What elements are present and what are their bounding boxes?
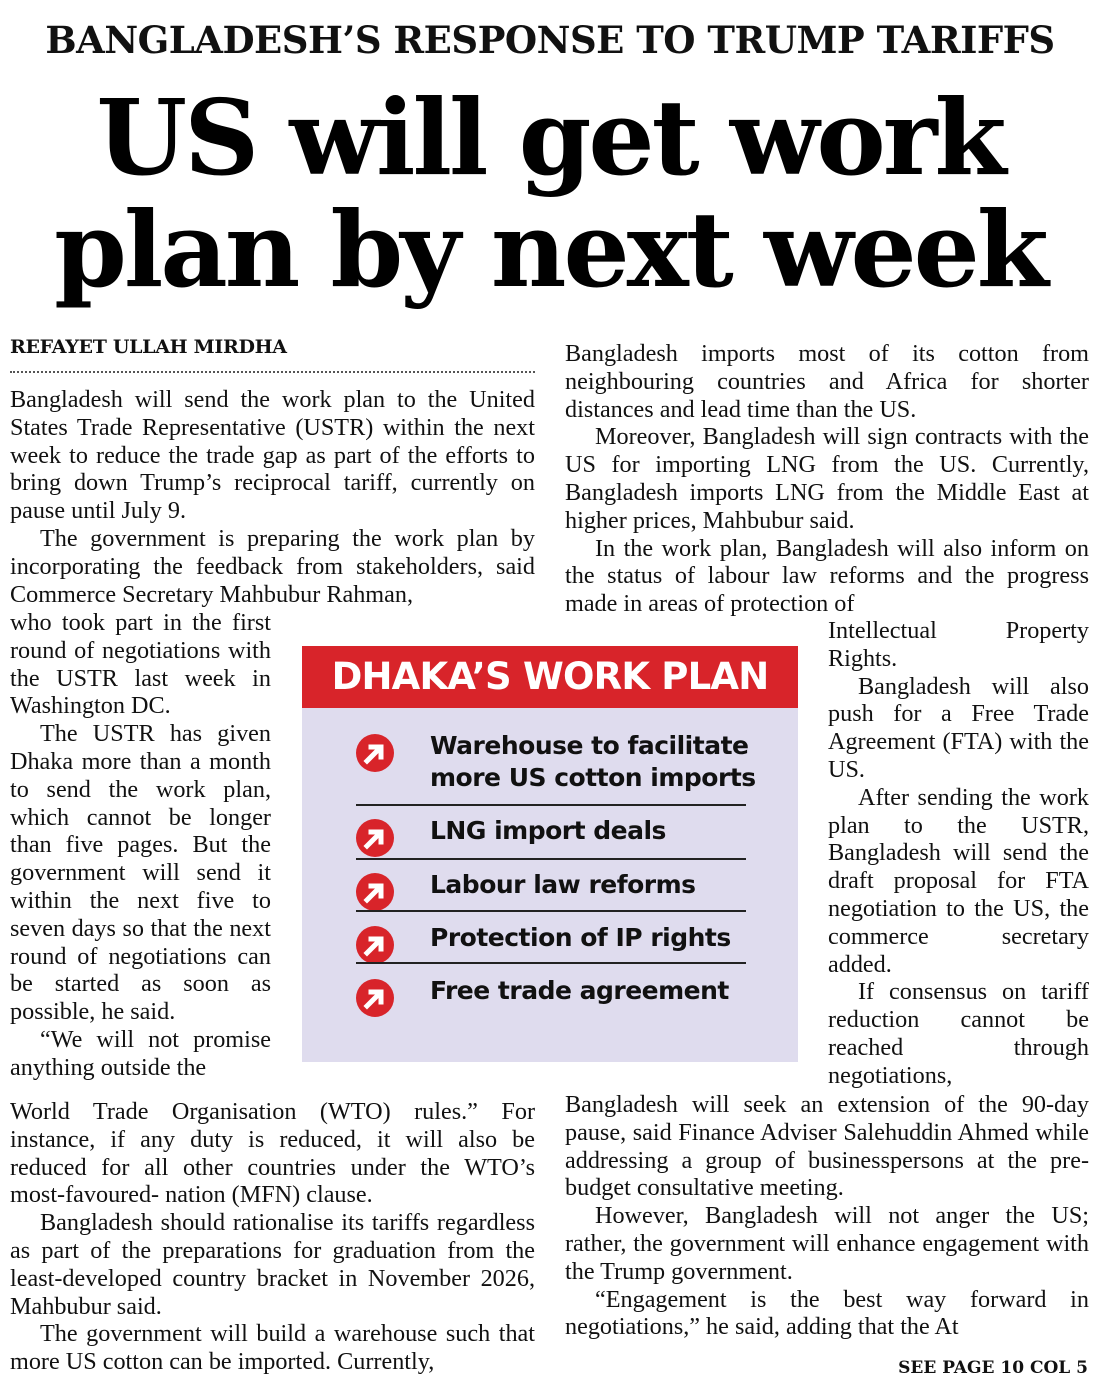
work-plan-divider	[356, 858, 746, 860]
left-column-bottom	[10, 1098, 535, 1376]
arrow-up-right-circle-icon	[356, 926, 394, 964]
article-paragraph: Bangladesh imports most of its cotton from neighbouring countries and Africa for shorter distances and lead time than the US.	[565, 340, 1089, 423]
continuation-note: SEE PAGE 10 COL 5	[898, 1358, 1088, 1378]
arrow-up-right-circle-icon	[356, 979, 394, 1017]
right-column-top	[565, 340, 1089, 618]
headline-line-1: US will get work	[96, 76, 1004, 199]
work-plan-item-text: Labour law reforms	[430, 870, 696, 899]
work-plan-item-text: Free trade agreement	[430, 976, 729, 1005]
arrow-up-right-circle-icon	[356, 873, 394, 911]
byline-divider	[10, 371, 535, 373]
article-paragraph: “We will not promise anything outside the	[10, 1025, 271, 1081]
work-plan-item-text: LNG import deals	[430, 816, 666, 845]
article-paragraph: who took part in the first round of negotiations with the USTR last week in Washington DC.	[10, 609, 271, 720]
work-plan-divider	[356, 962, 746, 964]
article-paragraph: If consensus on tariff reduction cannot be reached through negotiations,	[828, 978, 1089, 1089]
headline-line-2: plan by next week	[54, 188, 1046, 311]
article-paragraph: “Engagement is the best way forward in negotiations,” he said, adding that the At	[565, 1285, 1089, 1341]
work-plan-divider	[356, 910, 746, 912]
article-paragraph: Intellectual Property Rights.	[828, 617, 1089, 672]
article-paragraph: The government is preparing the work plan by incorporating the feedback from stakeholders, said Commerce Secretary Mahbubur Rahman,	[10, 524, 535, 608]
work-plan-item-text: Warehouse to facilitate more US cotton imports	[430, 731, 756, 792]
article-paragraph: In the work plan, Bangladesh will also inform on the status of labour law reforms and the progress made in areas of protection of	[565, 534, 1089, 618]
work-plan-divider	[356, 804, 746, 806]
article-paragraph: Bangladesh should rationalise its tariffs regardless as part of the preparations for graduation from the least-developed country bracket in November 2026, Mahbubur said.	[10, 1209, 535, 1320]
left-column-narrow	[10, 609, 271, 1082]
article-paragraph: Moreover, Bangladesh will sign contracts with the US for importing LNG from the US. Currently, Bangladesh imports LNG from the Middle East at higher prices, Mahbubur said.	[565, 423, 1089, 534]
byline: REFAYET ULLAH MIRDHA	[10, 336, 287, 358]
work-plan-item-text: Protection of IP rights	[430, 923, 731, 952]
right-column-bottom	[565, 1091, 1089, 1341]
arrow-up-right-circle-icon	[356, 734, 394, 772]
article-paragraph: However, Bangladesh will not anger the US; rather, the government will enhance engagement with the Trump government.	[565, 1202, 1089, 1285]
article-paragraph: Bangladesh will seek an extension of the 90-day pause, said Finance Adviser Salehuddin Ahmed while addressing a group of businesspersons at the pre-budget consultative meeting.	[565, 1091, 1089, 1202]
arrow-up-right-circle-icon	[356, 819, 394, 857]
article-paragraph: The government will build a warehouse such that more US cotton can be imported. Currently,	[10, 1320, 535, 1376]
article-paragraph: After sending the work plan to the USTR, Bangladesh will send the draft proposal for FTA negotiation to the US, the commerce secretary added.	[828, 783, 1089, 978]
work-plan-title: DHAKA’S WORK PLAN	[302, 646, 798, 708]
kicker: BANGLADESH’S RESPONSE TO TRUMP TARIFFS	[45, 18, 1055, 62]
article-paragraph: The USTR has given Dhaka more than a month to send the work plan, which cannot be longer than five pages. But the government will send it within the next five to seven days so that the next round of negotiations can be started as soon as possible, he said.	[10, 720, 271, 1026]
article-paragraph: Bangladesh will send the work plan to the United States Trade Representative (USTR) within the next week to reduce the trade gap as part of the efforts to bring down Trump’s reciprocal tariff, currently on pause until July 9.	[10, 386, 535, 525]
headline	[0, 76, 1100, 311]
left-column-top	[10, 386, 535, 608]
article-paragraph: World Trade Organisation (WTO) rules.” For instance, if any duty is reduced, it will also be reduced for all other countries under the WTO’s most-favoured- nation (MFN) clause.	[10, 1098, 535, 1209]
work-plan-box	[302, 646, 798, 1062]
right-column-narrow	[828, 617, 1089, 1090]
article-paragraph: Bangladesh will also push for a Free Trade Agreement (FTA) with the US.	[828, 672, 1089, 783]
